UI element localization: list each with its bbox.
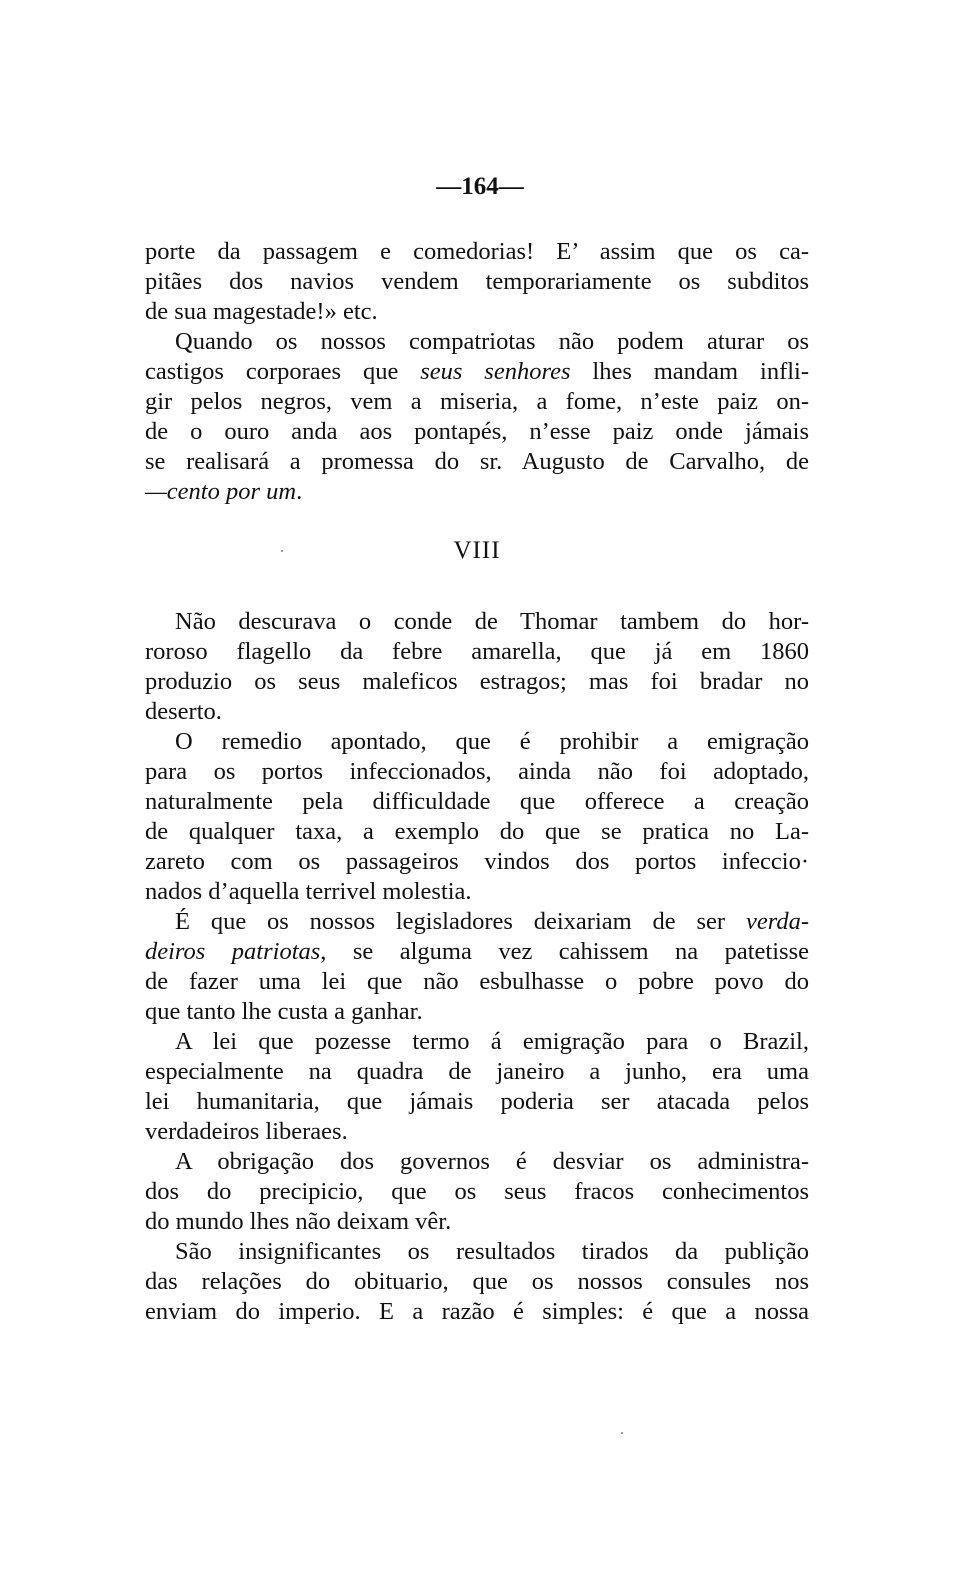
text-line: [145, 477, 809, 507]
text-run: especialmente na quadra de janeiro a junho, era uma: [145, 1058, 809, 1085]
text-line: [145, 387, 809, 417]
text-line: [145, 877, 809, 907]
text-run: das relações do obituario, que os nossos consules nos: [145, 1268, 809, 1295]
italic-run: verda-: [745, 908, 809, 935]
page-number: —164—: [436, 173, 524, 200]
text-run: deserto.: [145, 698, 222, 725]
text-line: [145, 967, 809, 997]
text-line: [145, 847, 809, 877]
text-run: do mundo lhes não deixam vêr.: [145, 1208, 452, 1235]
italic-run: deiros patriotas: [145, 938, 321, 965]
italic-run: —cento por um: [145, 478, 297, 505]
paragraph: [145, 237, 809, 327]
text-line: [145, 1117, 809, 1147]
text-line: [145, 907, 809, 937]
text-run: É que os nossos legisladores deixariam de ser: [175, 908, 746, 935]
text-run: porte da passagem e comedorias! E’ assim que os ca-: [145, 238, 809, 265]
text-line: [145, 267, 809, 297]
text-run: de sua magestade!» etc.: [145, 298, 378, 325]
paragraph: [145, 907, 809, 1027]
italic-run: seus senhores: [420, 358, 571, 385]
text-line: [145, 937, 809, 967]
text-run: lei humanitaria, que jámais poderia ser atacada pelos: [145, 1088, 809, 1115]
text-run: gir pelos negros, vem a miseria, a fome, n’este paiz on-: [145, 388, 809, 415]
scan-speck: [281, 550, 283, 552]
text-run: produzio os seus maleficos estragos; mas foi bradar no: [145, 668, 809, 695]
text-run: A obrigação dos governos é desviar os administra-: [175, 1148, 809, 1175]
text-run: roroso flagello da febre amarella, que já em 1860: [145, 638, 809, 665]
text-run: verdadeiros liberaes.: [145, 1118, 348, 1145]
text-line: [145, 417, 809, 447]
page-body-text: [145, 237, 809, 1327]
text-line: [145, 357, 809, 387]
text-run: Quando os nossos compatriotas não podem aturar os: [175, 328, 809, 355]
scan-speck: [621, 1432, 623, 1434]
text-line: [145, 817, 809, 847]
text-run: pitães dos navios vendem temporariamente os subditos: [145, 268, 809, 295]
text-run: zareto com os passageiros vindos dos portos infeccio·: [145, 848, 809, 875]
text-line: [145, 297, 809, 327]
text-run: São insignificantes os resultados tirados da publição: [175, 1238, 809, 1265]
text-run: , se alguma vez cahissem na patetisse: [320, 938, 809, 965]
text-line: [145, 1207, 809, 1237]
text-run: dos do precipicio, que os seus fracos conhecimentos: [145, 1178, 809, 1205]
text-line: [145, 697, 809, 727]
text-line: [145, 1057, 809, 1087]
paragraph: [145, 327, 809, 507]
text-run: A lei que pozesse termo á emigração para o Brazil,: [175, 1028, 809, 1055]
text-run: .: [296, 478, 303, 505]
text-line: [145, 637, 809, 667]
text-line: [145, 1147, 809, 1177]
text-line: [145, 1237, 809, 1267]
text-line: [145, 607, 809, 637]
paragraph: [145, 1237, 809, 1327]
paragraph: [145, 727, 809, 907]
text-run: de o ouro anda aos pontapés, n’esse paiz onde jámais: [145, 418, 809, 445]
text-line: [145, 667, 809, 697]
text-run: se realisará a promessa do sr. Augusto de Carvalho, de: [145, 448, 809, 475]
text-line: [145, 727, 809, 757]
section-heading: VIII: [453, 537, 501, 564]
text-line: [145, 757, 809, 787]
text-run: Não descurava o conde de Thomar tambem do hor-: [175, 608, 809, 635]
text-line: [145, 1267, 809, 1297]
text-run: naturalmente pela difficuldade que offerece a creação: [145, 788, 809, 815]
text-run: nados d’aquella terrivel molestia.: [145, 878, 472, 905]
text-line: [145, 1087, 809, 1117]
text-run: lhes mandam infli-: [570, 358, 809, 385]
text-line: [145, 1297, 809, 1327]
text-line: [145, 787, 809, 817]
text-run: O remedio apontado, que é prohibir a emigração: [175, 728, 809, 755]
text-line: [145, 447, 809, 477]
text-run: para os portos infeccionados, ainda não foi adoptado,: [145, 758, 809, 785]
paragraph: [145, 1027, 809, 1147]
paragraph: [145, 607, 809, 727]
text-line: [145, 997, 809, 1027]
text-line: [145, 1027, 809, 1057]
paragraph: [145, 1147, 809, 1237]
text-run: enviam do imperio. E a razão é simples: é que a nossa: [145, 1298, 809, 1325]
text-run: de fazer uma lei que não esbulhasse o pobre povo do: [145, 968, 809, 995]
text-line: [145, 327, 809, 357]
text-line: [145, 1177, 809, 1207]
text-run: de qualquer taxa, a exemplo do que se pratica no La-: [145, 818, 809, 845]
text-run: que tanto lhe custa a ganhar.: [145, 998, 423, 1025]
text-line: [145, 237, 809, 267]
text-run: castigos corporaes que: [145, 358, 421, 385]
